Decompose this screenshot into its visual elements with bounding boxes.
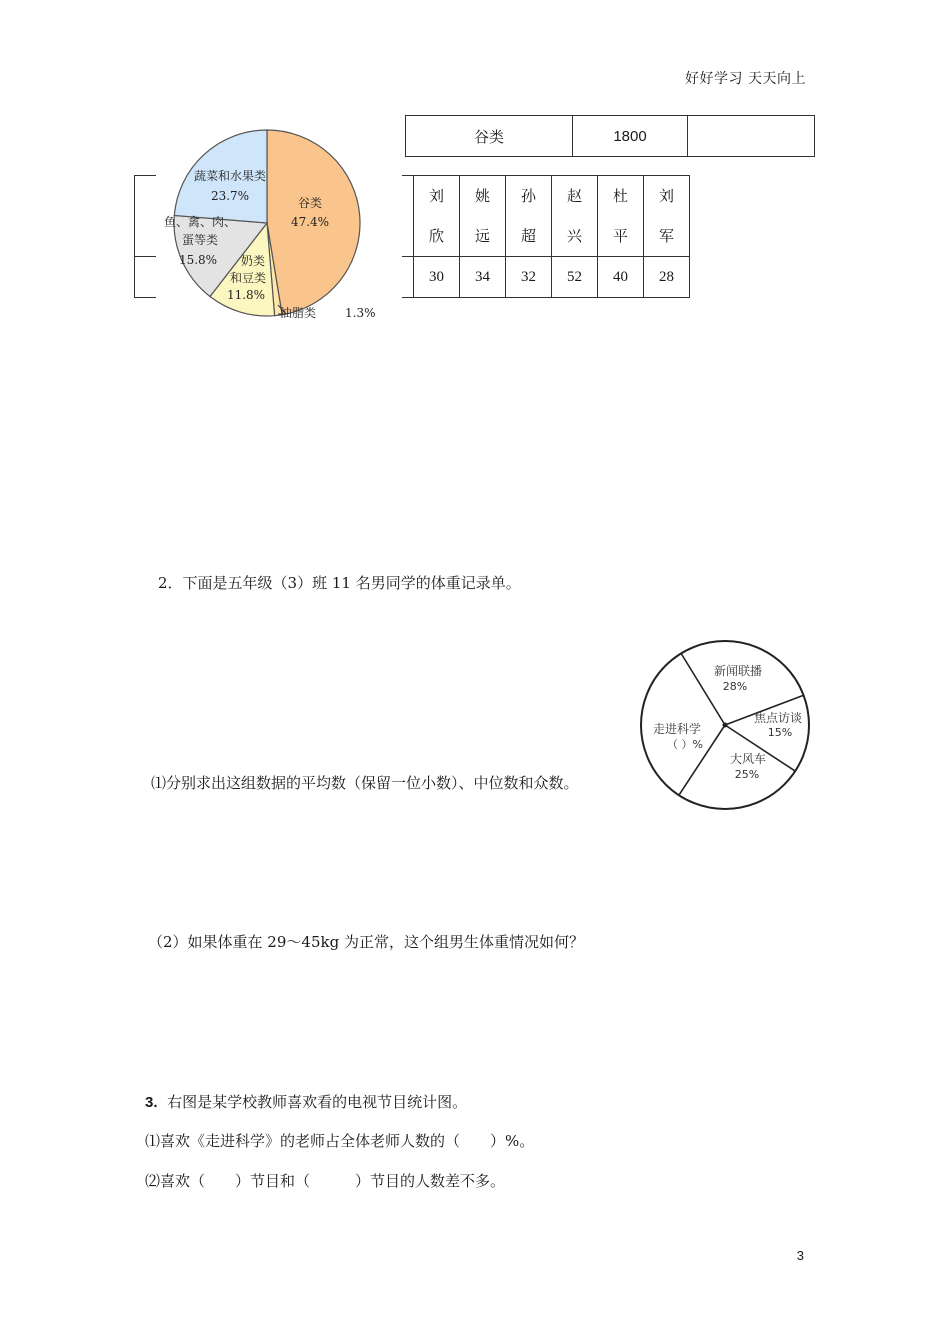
slice-value-grain: 47.4% — [290, 215, 330, 229]
slice-value-milk: 11.8% — [226, 288, 266, 302]
page-header: 好好学习 天天向上 — [685, 71, 806, 87]
question-3-number: 3. — [145, 1094, 158, 1111]
slice-label-milk-1: 奶类 — [240, 254, 266, 268]
tv-pie-center — [723, 723, 728, 728]
weight-cell: 28 — [644, 257, 690, 298]
slice-label-meat-1: 鱼、禽、肉、 — [163, 215, 237, 229]
slice-label-oil: 油脂类 — [280, 306, 317, 320]
weight-cell: 30 — [414, 257, 460, 298]
name-cell: 杜 平 — [598, 176, 644, 257]
weight-cell: 40 — [598, 257, 644, 298]
name-cell: 刘 军 — [644, 176, 690, 257]
tv-label-science: 走进科学 — [652, 722, 702, 736]
question-3-part-1: ⑴喜欢《走进科学》的老师占全体老师人数的（ ）%。 — [145, 1132, 535, 1150]
tv-label-focus: 焦点访谈 — [753, 711, 803, 725]
food-pie-chart — [160, 118, 400, 328]
question-3-text: 右图是某学校教师喜欢看的电视节目统计图。 — [167, 1093, 468, 1111]
slice-value-meat: 15.8% — [178, 253, 218, 267]
slice-label-meat-2: 蛋等类 — [181, 233, 219, 247]
tv-value-windmill: 25% — [734, 768, 760, 781]
weight-cell: 34 — [460, 257, 506, 298]
slice-value-oil: 1.3% — [345, 306, 376, 320]
name-cell: 姚 远 — [460, 176, 506, 257]
grain-value: 1800 — [573, 116, 688, 157]
name-cell: 孙 超 — [506, 176, 552, 257]
slice-label-veg: 蔬菜和水果类 — [193, 169, 267, 183]
grain-empty-cell — [688, 116, 815, 157]
slice-value-veg: 23.7% — [210, 189, 250, 203]
slice-label-milk-2: 和豆类 — [229, 271, 267, 285]
weight-cell: 32 — [506, 257, 552, 298]
name-cell: 刘 欣 — [414, 176, 460, 257]
weight-cell: 52 — [552, 257, 598, 298]
question-2: 2．下面是五年级（3）班 11 名男同学的体重记录单。 — [158, 574, 521, 592]
tv-value-science: （ ）% — [667, 738, 703, 751]
tv-label-windmill: 大风车 — [729, 752, 767, 766]
question-3-part-2: ⑵喜欢（ ）节目和（ ）节目的人数差不多。 — [145, 1172, 506, 1190]
grain-label: 谷类 — [406, 116, 573, 157]
slice-label-grain: 谷类 — [297, 196, 323, 210]
question-2-part-2: （2）如果体重在 29～45kg 为正常，这个组男生体重情况如何？ — [148, 933, 584, 951]
grain-table — [405, 115, 815, 157]
question-3 — [145, 1091, 467, 1112]
tv-value-news: 28% — [722, 680, 748, 693]
name-cell: 赵 兴 — [552, 176, 598, 257]
tv-pie-chart — [635, 635, 815, 820]
tv-label-news: 新闻联播 — [713, 664, 763, 678]
question-2-part-1: ⑴分别求出这组数据的平均数（保留一位小数）、中位数和众数。 — [151, 774, 579, 792]
page-number: 3 — [796, 1248, 804, 1263]
tv-value-focus: 15% — [767, 726, 793, 739]
